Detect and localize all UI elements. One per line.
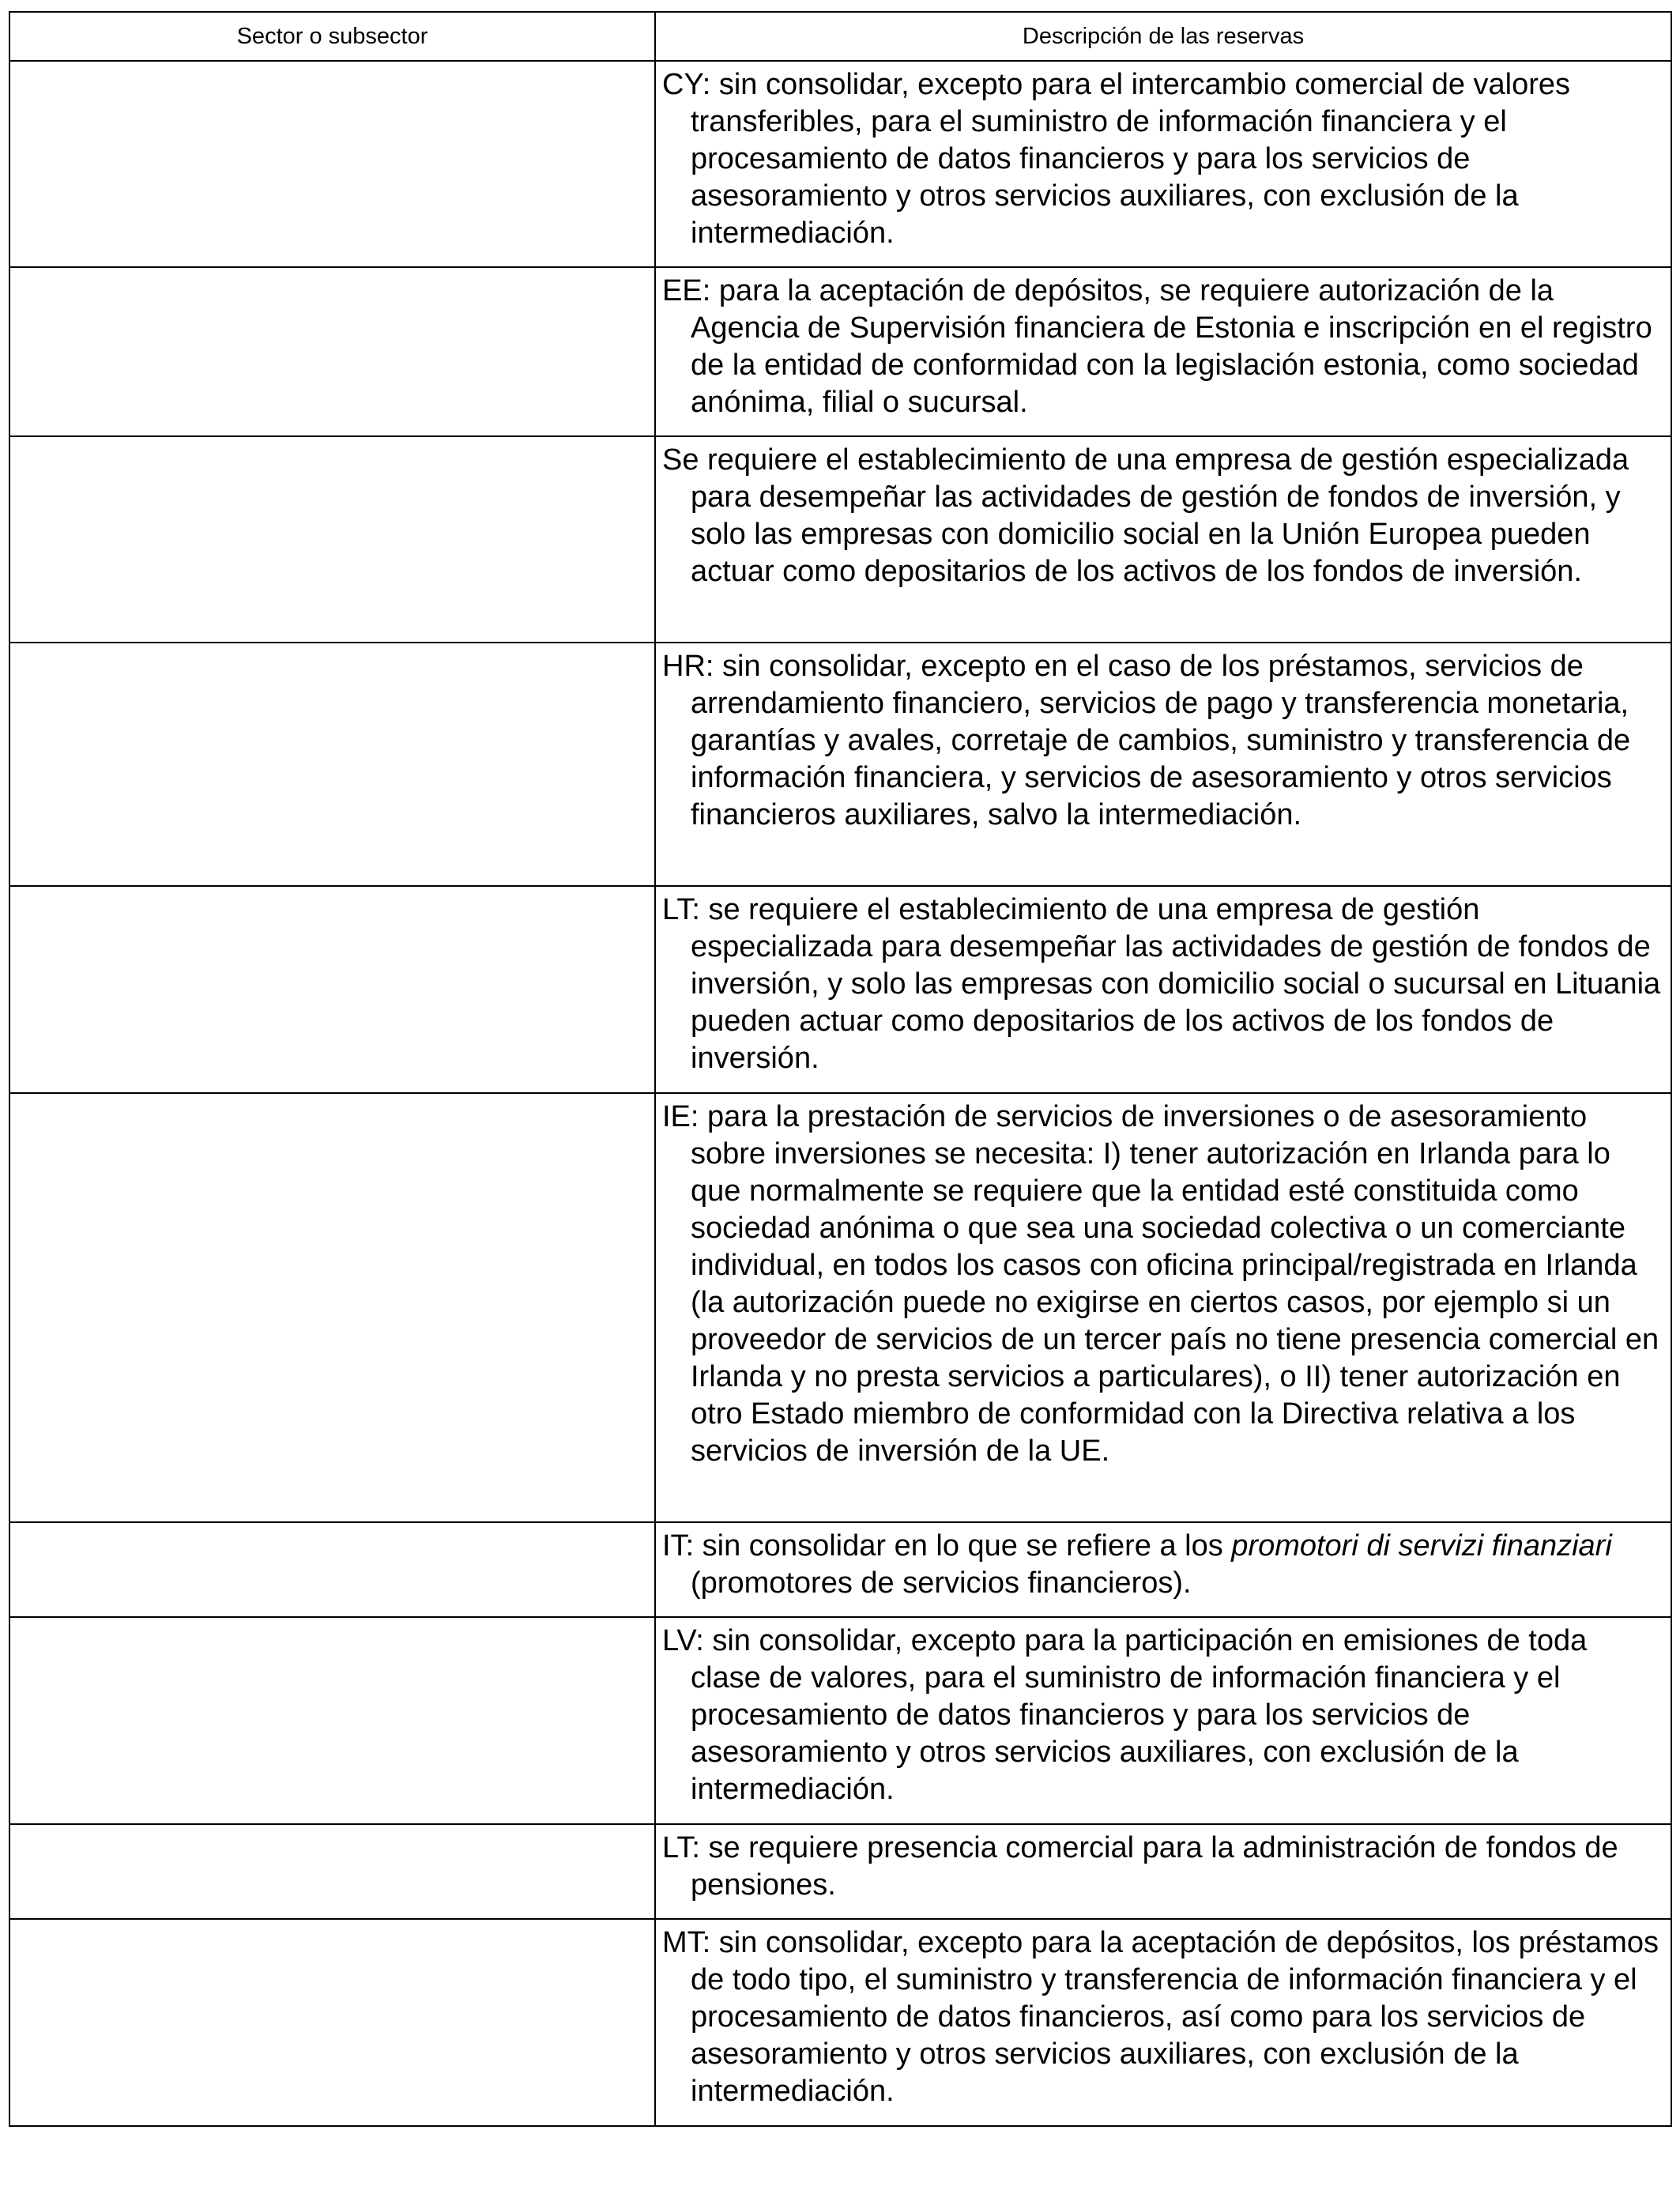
description-cell [655,1617,1671,1824]
description-text: : sin consolidar, excepto para la participación en emisiones de toda clase de valores, para el suministro de información financiera y el procesamiento de datos financieros y para los servicios de asesoramiento y otros servicios auxiliares, con exclusión de la intermediación. [691,1624,1588,1806]
country-code: EE [662,274,703,307]
description-cell [655,1824,1671,1919]
description-cell [655,1093,1671,1522]
header-description: Descripción de las reservas [655,12,1671,61]
description-cell [655,61,1671,267]
sector-cell [9,1617,655,1824]
description-text-italic: promotori di servizi finanziari [1231,1529,1612,1563]
country-code: IT [662,1529,686,1563]
sector-cell [9,1522,655,1617]
description-text-after: (promotores de servicios financieros). [691,1566,1192,1600]
sector-cell [9,267,655,436]
description-text: : sin consolidar, excepto para la aceptación de depósitos, los préstamos de todo tipo, el suministro y transferencia de información financiera y el procesamiento de datos financieros, así como para los servicios de asesoramiento y otros servicios auxiliares, con exclusión de la intermediación. [691,1926,1659,2108]
sector-cell [9,436,655,643]
header-sector: Sector o subsector [9,12,655,61]
description-cell [655,1522,1671,1617]
country-code: LT [662,1831,692,1864]
table-row [9,1824,1671,1919]
table-row [9,643,1671,886]
table-row [9,61,1671,267]
country-code: IE [662,1100,691,1133]
table-row [9,1522,1671,1617]
country-code: MT [662,1926,703,1959]
table-row [9,1919,1671,2126]
description-text: Se requiere el establecimiento de una empresa de gestión especializada para desempeñar las actividades de gestión de fondos de inversión, y solo las empresas con domicilio social en la Unión Europea pueden actuar como depositarios de los activos de los fondos de inversión. [662,443,1629,588]
description-text: : sin consolidar, excepto en el caso de los préstamos, servicios de arrendamiento financiero, servicios de pago y transferencia monetaria, garantías y avales, corretaje de cambios, suministro y transferencia de información financiera, y servicios de asesoramiento y otros servicios financieros auxiliares, salvo la intermediación. [691,650,1631,831]
table-row [9,1093,1671,1522]
description-cell [655,1919,1671,2126]
table-header-row [9,12,1671,61]
table-row [9,1617,1671,1824]
sector-cell [9,886,655,1093]
sector-cell [9,1093,655,1522]
description-text: : se requiere el establecimiento de una empresa de gestión especializada para desempeñar las actividades de gestión de fondos de inversión, y solo las empresas con domicilio social o sucursal en Lituania pueden actuar como depositarios de los activos de los fondos de inversión. [691,893,1661,1075]
sector-cell [9,1824,655,1919]
description-text: : para la prestación de servicios de inversiones o de asesoramiento sobre inversiones se necesita: I) tener autorización en Irlanda para lo que normalmente se requiere que la entidad esté constituida como sociedad anónima o que sea una sociedad colectiva o un comerciante individual, en todos los casos con oficina principal/registrada en Irlanda (la autorización puede no exigirse en ciertos casos, por ejemplo si un proveedor de servicios de un tercer país no tiene presencia comercial en Irlanda y no presta servicios a particulares), o II) tener autorización en otro Estado miembro de conformidad con la Directiva relativa a los servicios de inversión de la UE. [690,1100,1659,1468]
description-text: : sin consolidar, excepto para el intercambio comercial de valores transferibles, para el suministro de información financiera y el procesamiento de datos financieros y para los servicios de asesoramiento y otros servicios auxiliares, con exclusión de la intermediación. [691,68,1571,250]
description-text: : se requiere presencia comercial para la administración de fondos de pensiones. [691,1831,1618,1902]
description-text: : para la aceptación de depósitos, se requiere autorización de la Agencia de Supervisión financiera de Estonia e inscripción en el registro de la entidad de conformidad con la legislación estonia, como sociedad anónima, filial o sucursal. [691,274,1652,419]
table-row [9,267,1671,436]
country-code: LV [662,1624,696,1657]
country-code: HR [662,650,706,683]
sector-cell [9,643,655,886]
reservations-table [9,11,1672,2127]
country-code: LT [662,893,692,926]
description-cell [655,886,1671,1093]
table-row [9,436,1671,643]
table-row [9,886,1671,1093]
sector-cell [9,1919,655,2126]
description-cell [655,267,1671,436]
description-cell [655,436,1671,643]
sector-cell [9,61,655,267]
description-text-before: : sin consolidar en lo que se refiere a los [685,1529,1232,1563]
country-code: CY [662,68,703,101]
description-cell [655,643,1671,886]
